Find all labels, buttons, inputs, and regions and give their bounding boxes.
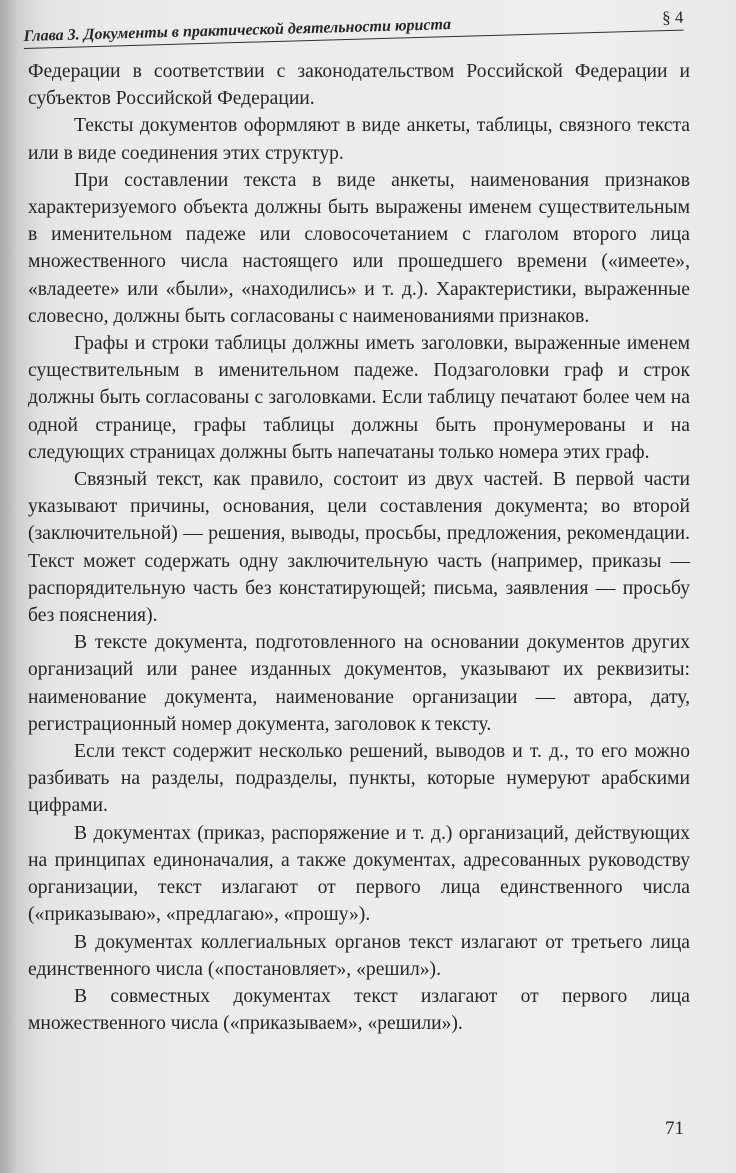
- running-head-section: § 4: [661, 7, 684, 28]
- body-text: [28, 58, 690, 1037]
- paragraph-10: В совместных документах текст излагают от первого лица множественного числа («приказываем», «решили»).: [28, 985, 690, 1035]
- paragraph-7: Если текст содержит несколько решений, выводов и т. д., то его можно разбивать на разделы, подразделы, пункты, которые нумеруют арабскими цифрами.: [28, 741, 690, 817]
- paragraph-9: В документах коллегиальных органов текст излагают от третьего лица единственного числа («постановляет», «решил»).: [28, 931, 690, 980]
- paragraph-3: При составлении текста в виде анкеты, наименования признаков характеризуемого объекта должны быть выражены именем существительным в именительном падеже или словосочетанием с глаголом второго лица множественного числа настоящего или прошедшего времени («имеете», «владеете» или «были», «находились» и т. д.). Характеристики, выраженные словесно, должны быть согласованы с наименованиями признаков.: [28, 169, 690, 327]
- paragraph-4: Графы и строки таблицы должны иметь заголовки, выраженные именем существительным в именительном падеже. Подзаголовки граф и строк должны быть согласованы с заголовками. Если таблицу печатают более чем на одной странице, графы таблицы должны быть пронумерованы и на следующих страницах должны быть напечатаны только номера этих граф.: [28, 333, 690, 463]
- page-number: 71: [665, 1118, 684, 1139]
- paragraph-5: Связный текст, как правило, состоит из двух частей. В первой части указывают причины, основания, цели составления документа; во второй (заключительной) — решения, выводы, просьбы, предложения, рекомендации. Текст может содержать одну заключительную часть (например, приказы — распорядительную часть без констатирующей; письма, заявления — просьбу без пояснения).: [28, 469, 690, 627]
- paragraph-2: Тексты документов оформляют в виде анкеты, таблицы, связного текста или в виде соединения этих структур.: [28, 115, 690, 164]
- paragraph-1: Федерации в соответствии с законодательством Российской Федерации и субъектов Российской Федерации.: [28, 61, 690, 110]
- paragraph-8: В документах (приказ, распоряжение и т. д.) организаций, действующих на принципах единоначалия, а также документах, адресованных руководству организации, текст излагают от первого лица единственного числа («приказываю», «предлагаю», «прошу»).: [28, 822, 690, 926]
- running-head-title: Глава 3. Документы в практической деятельности юриста: [23, 16, 452, 46]
- running-head: [23, 4, 684, 52]
- paragraph-6: В тексте документа, подготовленного на основании документов других организаций или ранее изданных документов, указывают их реквизиты: наименование документа, наименование организации — автора, дату, регистрационный номер документа, заголовок к тексту.: [28, 632, 690, 735]
